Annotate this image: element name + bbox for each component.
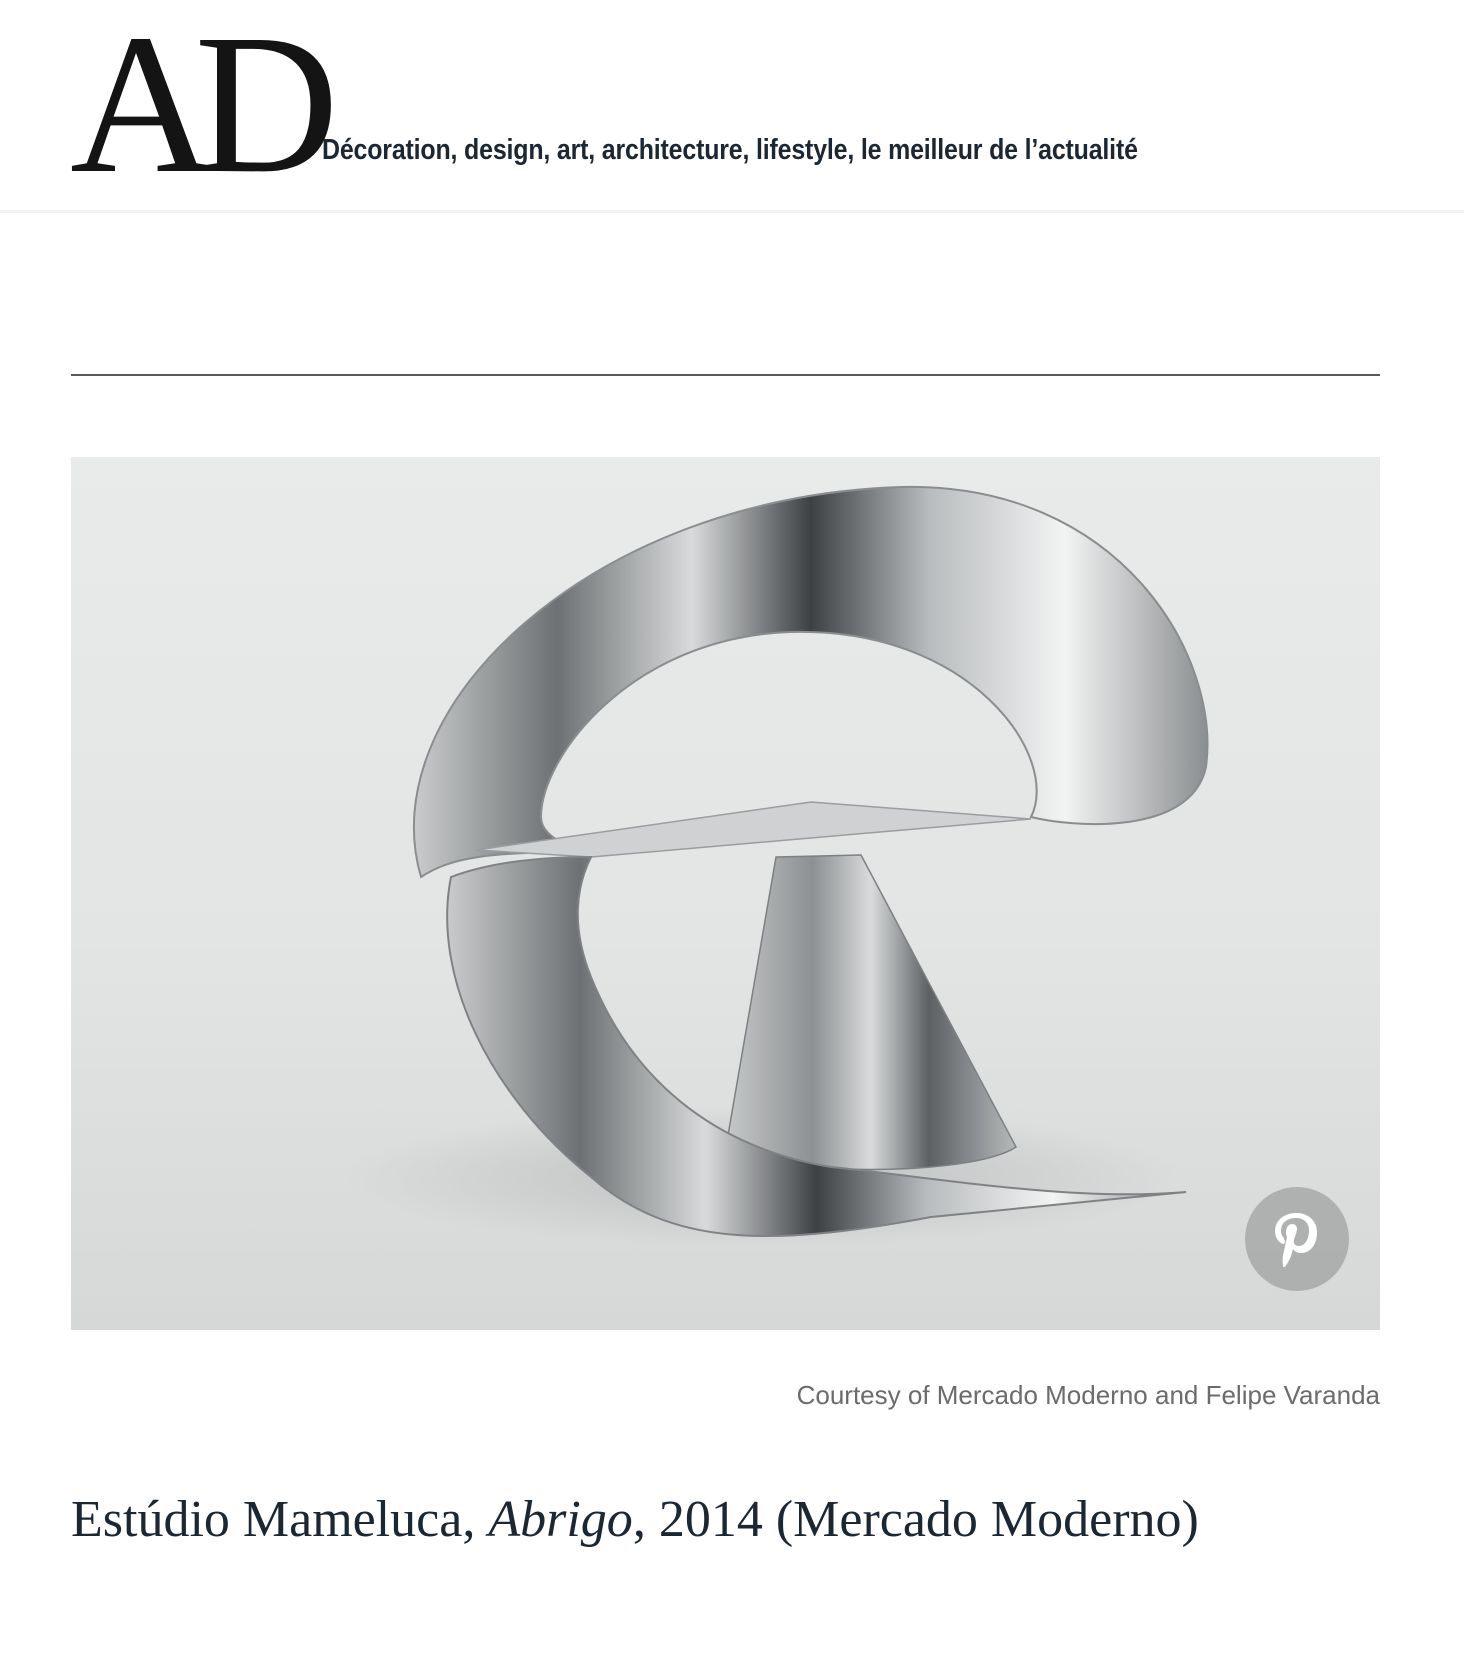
site-header [0,0,1464,213]
section-divider [71,374,1380,376]
artwork-title [71,1490,1199,1549]
work-details: , 2014 (Mercado Moderno) [632,1491,1199,1548]
ad-logo[interactable]: AD [70,0,319,215]
work-title: Abrigo [488,1491,633,1548]
artwork-image [71,457,1380,1330]
artist-name: Estúdio Mameluca, [71,1491,476,1548]
pinterest-share-button[interactable] [1245,1187,1349,1291]
pinterest-icon [1269,1209,1325,1269]
photo-credit: Courtesy of Mercado Moderno and Felipe Varanda [796,1380,1380,1410]
sculpture-illustration [71,457,1380,1330]
site-tagline: Décoration, design, art, architecture, lifestyle, le meilleur de l’actualité [322,134,1138,166]
